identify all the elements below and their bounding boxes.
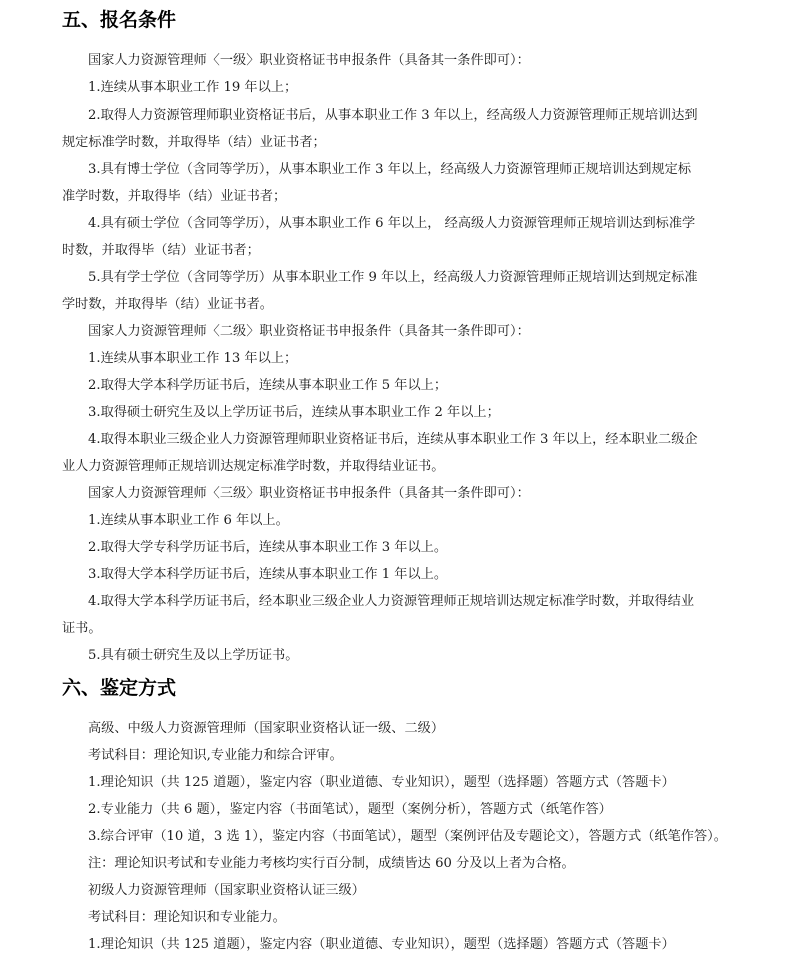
section-heading-assessment: 六、鉴定方式 xyxy=(62,677,177,699)
paragraph: 初级人力资源管理师（国家职业资格认证三级） xyxy=(88,883,365,898)
paragraph: 1.连续从事本职业工作 6 年以上。 xyxy=(88,513,289,528)
paragraph: 3.取得硕士研究生及以上学历证书后，连续从事本职业工作 2 年以上； xyxy=(88,405,500,420)
paragraph: 国家人力资源管理师〈一级〉职业资格证书申报条件（具备其一条件即可）： xyxy=(88,53,530,68)
section-heading-registration: 五、报名条件 xyxy=(62,9,177,31)
paragraph: 2.取得大学本科学历证书后，连续从事本职业工作 5 年以上； xyxy=(88,378,448,393)
paragraph-continued: 证书。 xyxy=(62,621,102,636)
paragraph: 5.具有学士学位（含同等学历）从事本职业工作 9 年以上，经高级人力资源管理师正规培训达到规定标准 xyxy=(88,270,698,285)
paragraph: 考试科目：理论知识,专业能力和综合评审。 xyxy=(88,748,343,763)
paragraph: 4.取得大学本科学历证书后，经本职业三级企业人力资源管理师正规培训达规定标准学时数，并取得结业 xyxy=(88,594,695,609)
paragraph: 注：理论知识考试和专业能力考核均实行百分制，成绩皆达 60 分及以上者为合格。 xyxy=(88,856,575,871)
paragraph: 1.理论知识（共 125 道题），鉴定内容（职业道德、专业知识），题型（选择题）答题方式（答题卡） xyxy=(88,937,675,952)
paragraph: 国家人力资源管理师〈二级〉职业资格证书申报条件（具备其一条件即可）： xyxy=(88,324,530,339)
paragraph-continued: 业人力资源管理师正规培训达规定标准学时数，并取得结业证书。 xyxy=(62,459,445,474)
paragraph: 高级、中级人力资源管理师（国家职业资格认证一级、二级） xyxy=(88,721,445,736)
paragraph-continued: 时数，并取得毕（结）业证书者； xyxy=(62,243,260,258)
paragraph: 3.取得大学本科学历证书后，连续从事本职业工作 1 年以上。 xyxy=(88,567,448,582)
paragraph: 3.具有博士学位（含同等学历），从事本职业工作 3 年以上，经高级人力资源管理师正规培训达到规定标 xyxy=(88,162,692,177)
paragraph-continued: 规定标准学时数，并取得毕（结）业证书者； xyxy=(62,135,326,150)
paragraph: 2.取得大学专科学历证书后，连续从事本职业工作 3 年以上。 xyxy=(88,540,448,555)
paragraph: 考试科目：理论知识和专业能力。 xyxy=(88,910,286,925)
paragraph: 4.取得本职业三级企业人力资源管理师职业资格证书后，连续从事本职业工作 3 年以上，经本职业二级企 xyxy=(88,432,698,447)
paragraph: 2.专业能力（共 6 题），鉴定内容（书面笔试），题型（案例分析），答题方式（纸笔作答） xyxy=(88,802,612,817)
paragraph-continued: 准学时数，并取得毕（结）业证书者； xyxy=(62,189,287,204)
paragraph: 5.具有硕士研究生及以上学历证书。 xyxy=(88,648,299,663)
paragraph: 国家人力资源管理师〈三级〉职业资格证书申报条件（具备其一条件即可）： xyxy=(88,486,530,501)
paragraph: 4.具有硕士学位（含同等学历），从事本职业工作 6 年以上， 经高级人力资源管理师正规培训达到标准学 xyxy=(88,216,696,231)
paragraph: 1.连续从事本职业工作 13 年以上； xyxy=(88,351,298,366)
paragraph: 1.连续从事本职业工作 19 年以上； xyxy=(88,80,298,95)
paragraph: 2.取得人力资源管理师职业资格证书后，从事本职业工作 3 年以上，经高级人力资源管理师正规培训达到 xyxy=(88,108,698,123)
paragraph-continued: 学时数，并取得毕（结）业证书者。 xyxy=(62,297,273,312)
paragraph: 1.理论知识（共 125 道题），鉴定内容（职业道德、专业知识），题型（选择题）答题方式（答题卡） xyxy=(88,775,675,790)
paragraph: 3.综合评审（10 道，3 选 1），鉴定内容（书面笔试），题型（案例评估及专题论文），答题方式（纸笔作答）。 xyxy=(88,829,727,844)
